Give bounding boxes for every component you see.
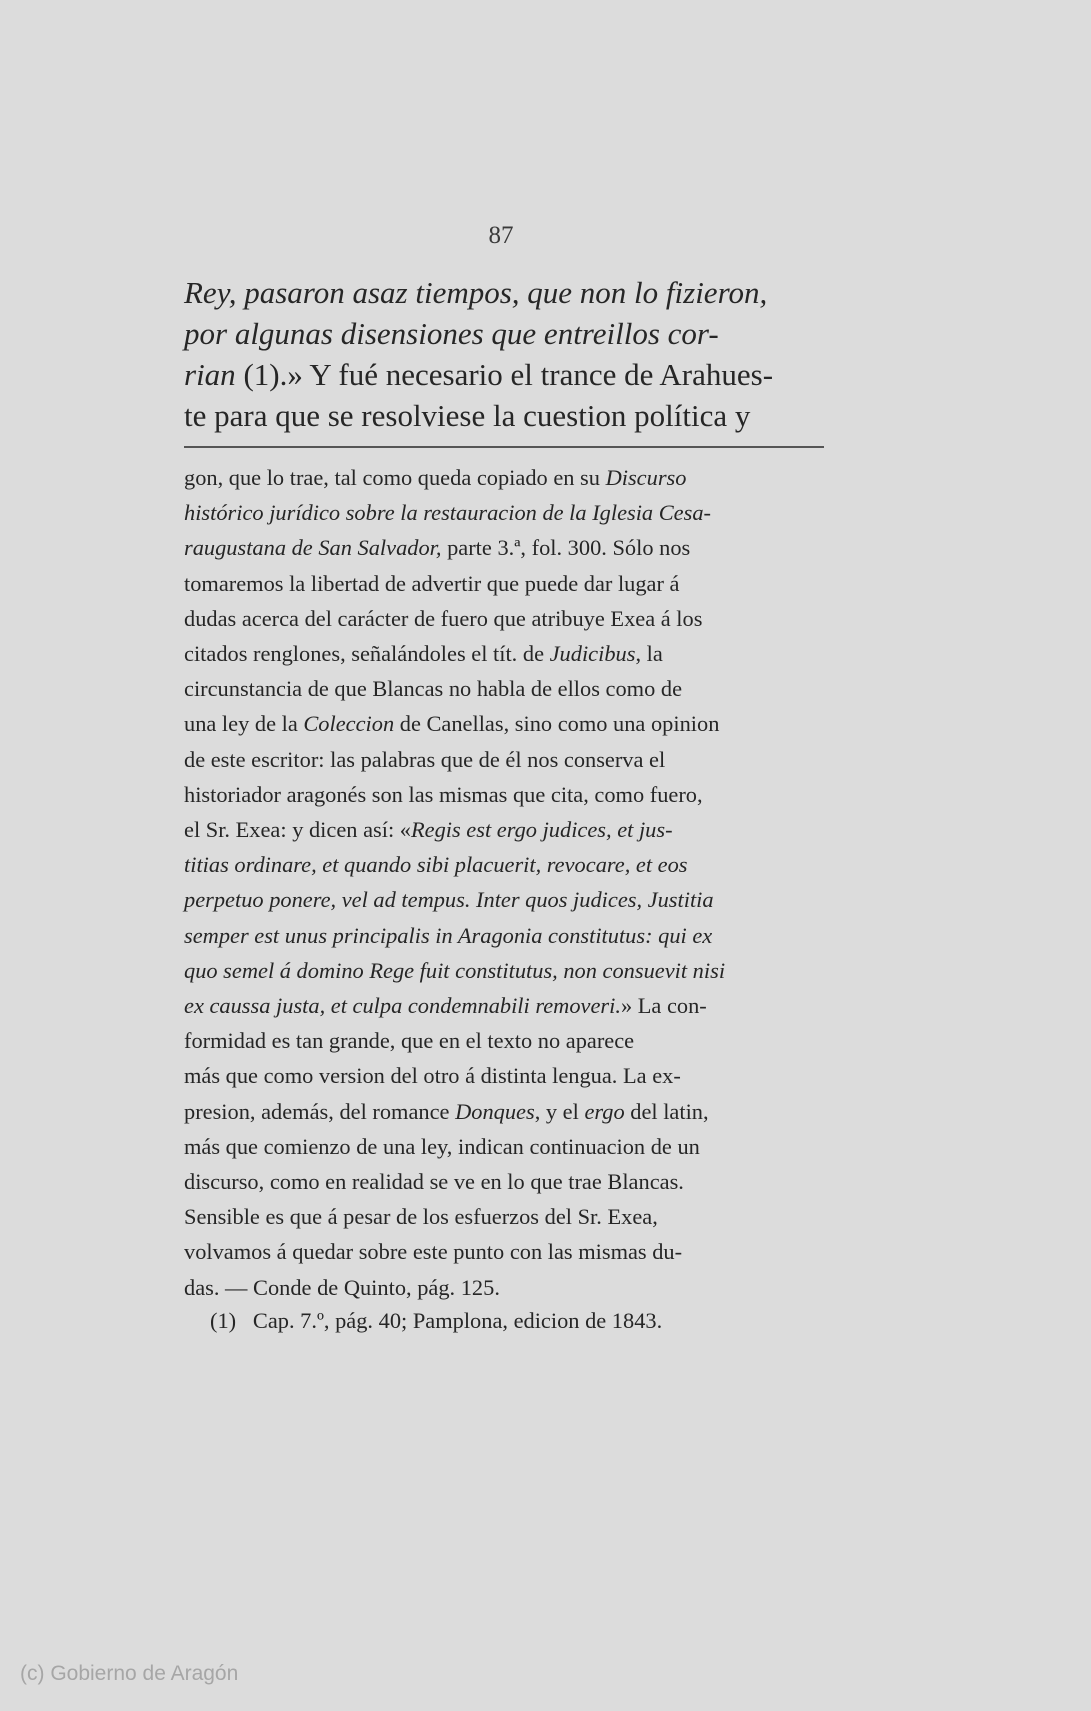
main-line-italic: por algunas disensiones que entreillos cor- xyxy=(184,316,719,351)
footnote-divider xyxy=(184,446,824,448)
note-line: quo semel á domino Rege fuit constitutus, non consuevit nisi xyxy=(184,957,726,983)
note-line: formidad es tan grande, que en el texto no aparece xyxy=(184,1028,635,1054)
note-line: más que como version del otro á distinta lengua. La ex- xyxy=(184,1063,681,1089)
main-line-text: (1).» Y fué necesario el trance de Arahues- xyxy=(235,357,774,392)
note-line: raugustana de San Salvador, parte 3.ª, fol. 300. Sólo nos xyxy=(184,535,691,561)
copyright-watermark: (c) Gobierno de Aragón xyxy=(20,1662,239,1685)
note-line: perpetuo ponere, vel ad tempus. Inter quos judices, Justitia xyxy=(184,887,714,913)
main-line-text: te para que se resolviese la cuestion política y xyxy=(184,398,751,433)
note-line: dudas acerca del carácter de fuero que atribuye Exea á los xyxy=(184,605,703,631)
main-line xyxy=(184,313,824,354)
main-text-block xyxy=(184,272,824,436)
main-line xyxy=(184,272,824,313)
note-line: el Sr. Exea: y dicen así: «Regis est ergo judices, et jus- xyxy=(184,817,673,843)
note-line: semper est unus principalis in Aragonia constitutus: qui ex xyxy=(184,922,713,948)
note-line: citados renglones, señalándoles el tít. de Judicibus, la xyxy=(184,641,663,667)
note-line: histórico jurídico sobre la restauracion de la Iglesia Cesa- xyxy=(184,500,711,526)
note-line: Sensible es que á pesar de los esfuerzos del Sr. Exea, xyxy=(184,1204,658,1230)
main-line-italic: rian xyxy=(184,357,236,392)
note-line: de este escritor: las palabras que de él nos conserva el xyxy=(184,746,666,772)
note-line: presion, además, del romance Donques, y el ergo del latin, xyxy=(184,1098,709,1124)
main-line xyxy=(184,354,824,395)
note-line: das. — Conde de Quinto, pág. 125. xyxy=(184,1274,500,1300)
note-line: tomaremos la libertad de advertir que puede dar lugar á xyxy=(184,570,680,596)
note-line: titias ordinare, et quando sibi placuerit, revocare, et eos xyxy=(184,852,688,878)
note-line: una ley de la Coleccion de Canellas, sino como una opinion xyxy=(184,711,720,737)
main-line-italic: Rey, pasaron asaz tiempos, que non lo fizieron, xyxy=(184,275,768,310)
note-line: ex caussa justa, et culpa condemnabili removeri.» La con- xyxy=(184,993,707,1019)
main-line xyxy=(184,395,824,436)
note-line: más que comienzo de una ley, indican continuacion de un xyxy=(184,1133,700,1159)
footnote-continuation xyxy=(184,460,824,1305)
note-line: discurso, como en realidad se ve en lo que trae Blancas. xyxy=(184,1169,684,1195)
footnote: (1) Cap. 7.º, pág. 40; Pamplona, edicion de 1843. xyxy=(210,1308,663,1333)
note-line: gon, que lo trae, tal como queda copiado en su Discurso xyxy=(184,465,687,490)
note-line: historiador aragonés son las mismas que cita, como fuero, xyxy=(184,781,703,807)
page-number: 87 xyxy=(488,222,514,249)
note-line: volvamos á quedar sobre este punto con las mismas du- xyxy=(184,1239,683,1265)
note-line: circunstancia de que Blancas no habla de ellos como de xyxy=(184,676,683,702)
